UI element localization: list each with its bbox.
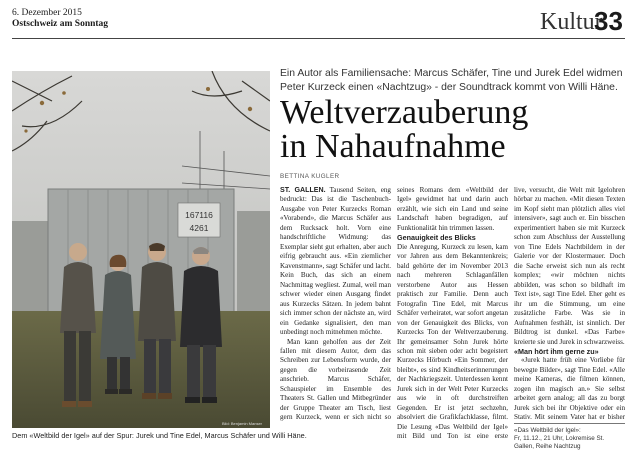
header-rule [12,38,625,39]
photo-credit: Bild: Benjamin Manser [222,421,263,426]
column-1-paragraph-2: Man kann geholfen aus der Zeit fallen mit diesem Autor, dem das Schreiben zur Lebensform wurde, der gegen die vorbeirasende Zeit anschrieb. Marcus Schäfer, Schauspieler im Ensemble des Theaters St. Gallen und Mitbegründer der Gruppe Theater am Tisch, liest gern Kurzeck, wenn er sich nicht so [280,337,391,422]
photo-caption: Dem «Weltbild der Igel» auf der Spur: Jurek und Tine Edel, Marcus Schäfer und Willi Häne. [12,431,307,440]
infobox-details: Fr, 11.12., 21 Uhr, Lokremise St. Gallen, Reihe Nachtzug [514,435,605,450]
container-code-line-1: 167116 [185,210,213,220]
infobox-title: «Das Weltbild der Igel»: [514,427,581,434]
page-number: 33 [594,6,623,36]
subheading-man-hoert-ihm-gerne-zu: «Man hört ihm gerne zu» [514,346,599,356]
article-photo [12,71,270,428]
event-infobox [514,423,625,451]
article-byline: BETTINA KUGLER [280,173,340,180]
dateline: ST. GALLEN. [280,186,326,194]
section-title: Kultur [540,9,603,35]
column-2-paragraph-2: Die Anregung, Kurzeck zu lesen, kam vor Jahren aus dem Bekanntenkreis; bald gehörte der im November 2013 nach mehreren Schlaganfällen verstorbene Autor aus Hessen praktisch zur Familie. Denn auch Fotografin Tine Edel, mit Marcus Schäfer verheiratet, war sofort angetan von der Genauigkeit des Blicks, von Kurzecks Ton der Weltverzauberung. Ihr gemeinsamer Sohn Jurek hörte schon mit sieben oder acht begeistert Kurzecks Hörbuch «Ein Sommer, der bleibt», es sind Kindheitserinnerungen der Nachkriegszeit. Unterdessen kennt Jurek sich in der Welt Peter Kurzecks aus wie in oft durchstreiften Gegenden. Er ist jetzt sechzehn, absolviert die Grafikfachklasse, filmt. Die Lesung «Das Weltbild der Igel» mit Bild und Ton ist eine erste [397,242,508,441]
article-column-2 [397,186,508,442]
column-3-paragraph-2: «Jurek hatte früh eine Vorliebe für bewegte Bilder», sagt Tine Edel. «Alle meine Kameras, die filmen können, zogen ihn magisch an.» Sie selbst arbeitet gern analog; all das zu borgt Jurek sich bei ihr Objektive oder ein Stativ. Mit seinem Vater hat er bisher [514,356,625,420]
subheading-genauigkeit: Genauigkeit des Blicks [397,233,476,243]
newspaper-name: Ostschweiz am Sonntag [12,19,109,29]
container-code-line-2: 4261 [189,223,209,233]
column-2-paragraph-1: seines Romans dem «Weltbild der Igel» gewidmet hat und darin auch erzählt, wie sich ein Land und seine Landschaft haben begradigen, auf Funktionalität hin trimmen lassen. [397,186,508,232]
page-date: 6. Dezember 2015 [12,8,82,18]
column-1-text-1: Tausend Seiten, eng bedruckt: Das ist die Taschenbuch-Ausgabe von Peter Kurzecks Roman «Vorabend», die Marcus Schäfer aus dem Rucksack holt. Vorn eine handschriftliche Widmung: das Exemplar sieht gut erhalten, aber auch eifrig gebraucht aus. «Ein ziemlicher Kavenstmann», sagt Schäfer und lacht. Kein Buch, das sich an einem Nachmittag wegliest. Zumal, weil man schwer wieder einen Ausgang findet aus Kurzecks Sätzen. In jedem bahnt sich immer schon der nächste an, wird ein Gedanke signalisiert, den man unbedingt noch mitnehmen möchte. [280,186,391,337]
article-headline [280,96,624,164]
article-lead: Ein Autor als Familiensache: Marcus Schäfer, Tine und Jurek Edel widmen Peter Kurzeck einen «Nachtzug» - der Soundtrack kommt von Willi Häne. [280,68,623,93]
column-1-paragraph-1 [280,186,391,338]
headline-line-2: in Nahaufnahme [280,128,506,165]
article-column-1 [280,186,391,422]
column-3-paragraph-1: live, versucht, die Welt mit Igelohren hörbar zu machen. «Mit diesen Texten im Kopf sieht man plötzlich alles viel intensiver», sagt auch er. Ein bisschen experimentiert haben sie mit Kurzeck schon zum Abschluss der Ausstellung von Tine Edels Nachtbildern in der Galerie vor der Klostermauer. Doch die Sache erweist sich nun als recht komplex; «wir möchten nichts abbilden, was schon so bildhaft im Text ist», sagt Tine Edel. Eher geht es ihr um die Stimmung, um eine zusätzliche Farbe. Was sie in Aufnahmen festhält, ist sinnlich. Der Bildtrog ist dunkel. «Das Farbe» kreierte sie und Jurek in schwarzweiss. [514,186,625,346]
article-column-3 [514,186,625,420]
headline-line-1: Weltverzauberung [280,94,529,131]
